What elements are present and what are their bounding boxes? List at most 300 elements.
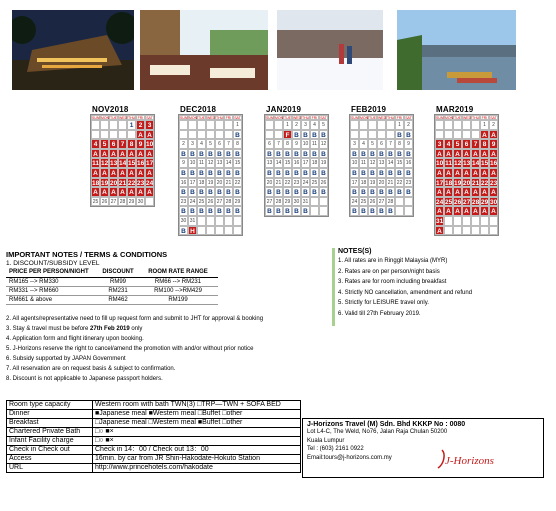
calendar-cell: B: [179, 187, 188, 197]
calendar-cell: 29: [481, 198, 489, 206]
weekday-header: MON: [275, 116, 284, 120]
calendar-cell: B: [359, 168, 368, 178]
calendar-cell: A: [136, 187, 145, 197]
calendar-cell: [462, 216, 471, 226]
calendar-cell: B: [377, 206, 386, 216]
weekday-header: SAT: [146, 116, 153, 120]
calendar-cell: 27: [463, 198, 471, 206]
calendar-cell: 18: [311, 160, 318, 167]
calendar-cell: B: [283, 149, 292, 159]
calendar-title: JAN2019: [266, 105, 302, 114]
calendar-cell: 14: [225, 160, 232, 167]
calendar-cell: B: [404, 187, 413, 197]
weekday-header: MON: [101, 116, 110, 120]
calendar-cell: 28: [225, 198, 232, 205]
calendar-cell: 30: [293, 198, 300, 205]
weekday-header: THU: [216, 116, 224, 120]
weekday-header: TUE: [369, 116, 376, 120]
info-value: □○ ■×: [93, 428, 301, 437]
calendar-cell: [444, 216, 453, 226]
calendar-cell: 9: [292, 139, 301, 149]
calendar-cell: 3: [145, 120, 154, 130]
calendar-cell: A: [118, 149, 127, 159]
right-note-item: 1. All rates are in Ringgit Malaysia (MYR): [338, 258, 448, 264]
calendar-cell: A: [127, 187, 136, 197]
calendar-cell: B: [310, 168, 319, 178]
calendar-cell: 15: [396, 160, 403, 167]
table-row: [7, 437, 301, 446]
calendar-cell: B: [224, 149, 233, 159]
calendar-cell: [224, 216, 233, 226]
info-label: Infant Facility charge: [7, 437, 93, 446]
calendar-cell: [224, 120, 233, 130]
calendar-cell: A: [462, 168, 471, 178]
info-label: Chartered Private Bath: [7, 428, 93, 437]
right-notes: [338, 248, 472, 321]
calendar-cell: 27: [266, 198, 273, 205]
price-cell: RM331 --> RM660: [6, 286, 98, 295]
calendar-cell: 8: [395, 139, 404, 149]
calendar-cell: 19: [454, 179, 462, 187]
calendar-cell: A: [462, 187, 471, 197]
calendar-cell: [453, 130, 462, 140]
calendar-cell: [188, 120, 197, 130]
agent-address-1: Lot L4-C, The Weld, No76, Jalan Raja Chulan 50200: [307, 429, 448, 435]
calendar-cell: [197, 130, 206, 140]
weekday-header: MON: [445, 116, 454, 120]
snow-skiers-photo: [277, 10, 383, 90]
calendar-cell: B: [188, 187, 197, 197]
calendar-cell: 26: [101, 198, 108, 205]
calendar-cell: B: [359, 206, 368, 216]
discount-cell: RM99: [98, 277, 138, 286]
calendar-cell: B: [359, 187, 368, 197]
calendar-cell: [215, 216, 224, 226]
calendar-cell: A: [480, 149, 489, 159]
calendar-cell: 2: [489, 120, 498, 130]
agent-name: J-Horizons Travel (M) Sdn. Bhd KKKP No : 0080: [307, 421, 466, 428]
info-label: Room type capacity: [7, 401, 93, 410]
calendar-cell: A: [109, 149, 118, 159]
calendar-cell: A: [91, 168, 100, 178]
calendar-cell: 23: [293, 179, 300, 186]
calendar-cell: 20: [378, 179, 385, 186]
weekday-header: SUN: [266, 116, 274, 120]
note-line-2: 2. All agents/representative need to fill up request form and submit to JHT for approval & booking: [6, 316, 264, 322]
calendar-cell: [310, 197, 319, 207]
calendar-cell: 7: [274, 139, 283, 149]
calendar-cell: 8: [233, 139, 242, 149]
calendar-cell: B: [224, 168, 233, 178]
calendar-cell: A: [471, 149, 480, 159]
calendar-cell: [215, 120, 224, 130]
calendar-cell: 29: [234, 198, 241, 205]
info-label: Breakfast: [7, 419, 93, 428]
calendar-cell: B: [233, 187, 242, 197]
calendar-cell: A: [100, 168, 109, 178]
calendar-cell: 23: [137, 179, 145, 187]
discount-cell: RM231: [98, 286, 138, 295]
calendar-cell: B: [188, 206, 197, 216]
calendar-cell: 18: [445, 179, 453, 187]
calendar-cell: F: [283, 130, 292, 140]
calendar-cell: A: [489, 149, 498, 159]
calendar-cell: [233, 216, 242, 226]
calendar-cell: 12: [101, 160, 109, 168]
calendar-cell: A: [136, 149, 145, 159]
weekday-header: TUE: [284, 116, 291, 120]
calendar-cell: 1: [395, 120, 404, 130]
calendar-cell: 20: [216, 179, 223, 186]
price-cell: RM165 --> RM330: [6, 277, 98, 286]
weekday-header: SAT: [490, 116, 497, 120]
calendar-cell: [100, 120, 109, 130]
table-row: [6, 295, 218, 304]
calendar-cell: 20: [110, 179, 118, 187]
calendar-cell: A: [453, 206, 462, 216]
calendar-cell: [435, 120, 444, 130]
calendar-cell: 12: [369, 160, 376, 167]
calendar-cell: [453, 216, 462, 226]
weekday-header: FRI: [396, 116, 403, 120]
calendar-cell: A: [444, 206, 453, 216]
calendar-cell: 22: [128, 179, 136, 187]
calendar-cell: B: [197, 206, 206, 216]
calendar-cell: 18: [360, 179, 367, 186]
calendar-cell: [206, 130, 215, 140]
calendar-cell: B: [274, 206, 283, 216]
calendar-cell: B: [350, 149, 359, 159]
calendar-grid: [264, 114, 329, 217]
calendar-cell: 9: [489, 139, 498, 149]
table-row: [7, 464, 301, 473]
info-label: URL: [7, 464, 93, 473]
calendar-cell: B: [215, 168, 224, 178]
calendar-cell: A: [435, 226, 444, 236]
calendar-cell: A: [453, 168, 462, 178]
calendar-cell: [118, 130, 127, 140]
calendar-cell: 28: [472, 198, 480, 206]
notes-divider: [332, 248, 335, 326]
calendar-cell: [274, 130, 283, 140]
calendar-cell: A: [453, 187, 462, 197]
calendar-cell: [91, 120, 100, 130]
calendar-cell: 11: [360, 160, 367, 167]
calendar-cell: [350, 130, 359, 140]
calendar-cell: 16: [293, 160, 300, 167]
note-line-4: 4. Application form and flight itinerary upon booking.: [6, 336, 144, 342]
calendar-cell: [310, 206, 319, 216]
calendar-cell: B: [274, 149, 283, 159]
calendar-cell: [233, 226, 242, 236]
calendar-cell: B: [283, 206, 292, 216]
calendar-cell: 2: [136, 120, 145, 130]
calendar-cell: 30: [490, 198, 498, 206]
calendar-cell: B: [224, 187, 233, 197]
calendar-cell: H: [188, 226, 197, 236]
calendar-cell: A: [136, 130, 145, 140]
calendar-cell: [206, 216, 215, 226]
calendar-cell: 23: [405, 179, 412, 186]
note-line-8: 8. Discount is not applicable to Japanese passport holders.: [6, 376, 163, 382]
calendar-cell: 20: [266, 179, 273, 186]
calendar-cell: 7: [386, 139, 395, 149]
calendar-cell: B: [292, 149, 301, 159]
calendar-cell: 25: [360, 198, 367, 205]
calendar-cell: 27: [110, 198, 117, 205]
calendar-cell: A: [489, 130, 498, 140]
calendar-cell: [471, 130, 480, 140]
calendar-cell: B: [265, 187, 274, 197]
calendar-cell: [386, 130, 395, 140]
calendar-cell: 11: [198, 160, 205, 167]
agent-email[interactable]: Email:tours@j-horizons.com.my: [307, 454, 392, 461]
note-line-5: 5. J-Horizons reserve the right to cancel/amend the promotion with and/or without prior notice: [6, 346, 254, 352]
calendar-cell: A: [145, 168, 154, 178]
calendar-cell: B: [265, 206, 274, 216]
calendar-title: MAR2019: [436, 105, 474, 114]
calendar-cell: A: [489, 187, 498, 197]
calendar-cell: 21: [119, 179, 127, 187]
calendar-cell: B: [179, 206, 188, 216]
calendar-cell: B: [386, 206, 395, 216]
calendar-cell: A: [471, 187, 480, 197]
calendar-cell: A: [444, 149, 453, 159]
info-label: Access: [7, 455, 93, 464]
weekday-header: FRI: [481, 116, 488, 120]
calendar-cell: [109, 130, 118, 140]
calendar-cell: [368, 130, 377, 140]
calendar-cell: [462, 120, 471, 130]
calendar-cell: [215, 130, 224, 140]
calendar-cell: [377, 130, 386, 140]
weekday-header: THU: [128, 116, 136, 120]
calendar-cell: B: [350, 168, 359, 178]
calendar-cell: B: [395, 149, 404, 159]
calendar-cell: A: [435, 168, 444, 178]
calendar-cell: [377, 120, 386, 130]
weekday-header: SUN: [180, 116, 188, 120]
weekday-header: SAT: [234, 116, 241, 120]
price-header: PRICE PER PERSON/NIGHT: [6, 268, 98, 277]
calendar-cell: B: [395, 168, 404, 178]
calendar-cell: A: [444, 168, 453, 178]
table-row: [7, 410, 301, 419]
calendar-cell: 17: [189, 179, 196, 186]
calendar-cell: [224, 226, 233, 236]
calendar-cell: B: [377, 187, 386, 197]
calendar-cell: B: [215, 206, 224, 216]
discount-header: DISCOUNT: [98, 268, 138, 277]
calendar-cell: [359, 120, 368, 130]
calendar-cell: [197, 216, 206, 226]
calendar-grid: [90, 114, 155, 207]
calendar-cell: 1: [127, 120, 136, 130]
calendar-cell: B: [188, 168, 197, 178]
calendar-cell: 28: [119, 198, 126, 205]
calendar-cell: 7: [118, 139, 127, 149]
note-text: only: [131, 326, 143, 332]
calendar-cell: B: [386, 149, 395, 159]
calendar-cell: B: [274, 187, 283, 197]
calendar-cell: B: [301, 187, 310, 197]
calendar-cell: 17: [436, 179, 444, 187]
calendar-cell: 22: [234, 179, 241, 186]
calendar-cell: 9: [179, 158, 188, 168]
calendar-cell: 8: [283, 139, 292, 149]
calendar-cell: [274, 120, 283, 130]
calendar-cell: 3: [435, 139, 444, 149]
calendar-cell: 25: [198, 198, 205, 205]
calendar-cell: [462, 226, 471, 236]
calendar-cell: B: [350, 187, 359, 197]
calendar-cell: 12: [207, 160, 214, 167]
calendar-cell: A: [489, 206, 498, 216]
weekday-header: WED: [119, 116, 128, 120]
calendar-cell: [444, 120, 453, 130]
calendar-grid: [434, 114, 499, 236]
calendar-cell: B: [224, 206, 233, 216]
calendar-cell: 21: [472, 179, 480, 187]
calendar-cell: 23: [490, 179, 498, 187]
calendar-cell: 16: [180, 179, 187, 186]
calendar-cell: 5: [100, 139, 109, 149]
calendar-cell: [100, 130, 109, 140]
calendar-cell: B: [265, 149, 274, 159]
calendar-cell: B: [233, 130, 242, 140]
calendar-cell: 3: [301, 120, 310, 130]
calendar-cell: B: [274, 168, 283, 178]
weekday-header: TUE: [454, 116, 461, 120]
weekday-header: MON: [360, 116, 369, 120]
calendar-cell: B: [206, 206, 215, 216]
calendar-cell: 24: [436, 198, 444, 206]
calendar-cell: A: [480, 206, 489, 216]
calendar-cell: B: [404, 168, 413, 178]
calendar-cell: B: [292, 206, 301, 216]
calendar-cell: 15: [128, 160, 136, 168]
calendar-cell: [368, 120, 377, 130]
calendar-cell: 14: [387, 160, 394, 167]
calendar-cell: 4: [359, 139, 368, 149]
calendar-cell: 23: [180, 198, 187, 205]
info-value: Western room with bath TWN(3) □TRP—TWN + SOFA BED: [93, 401, 301, 410]
calendar-cell: [350, 120, 359, 130]
discount-cell: RM462: [98, 295, 138, 304]
weekday-header: THU: [387, 116, 395, 120]
calendar-cell: 22: [284, 179, 291, 186]
calendar-cell: A: [435, 206, 444, 216]
note-line-6: 6. Subsidy supported by JAPAN Government: [6, 356, 126, 362]
calendar-cell: 21: [387, 179, 394, 186]
url-link[interactable]: http://www.princehotels.com/hakodate: [93, 464, 301, 473]
weekday-header: THU: [302, 116, 310, 120]
calendar-cell: B: [233, 206, 242, 216]
calendar-cell: 6: [109, 139, 118, 149]
calendar-cell: B: [292, 130, 301, 140]
calendar-cell: [224, 130, 233, 140]
calendar-cell: 9: [136, 139, 145, 149]
calendar-cell: 20: [463, 179, 471, 187]
calendar-cell: 31: [436, 217, 444, 225]
calendar-cell: 17: [146, 160, 154, 168]
table-row: [7, 446, 301, 455]
calendar-cell: [179, 130, 188, 140]
calendar-cell: 14: [119, 160, 127, 168]
calendar-cell: 16: [137, 160, 145, 168]
calendar-cell: 26: [320, 179, 327, 186]
calendar-cell: A: [471, 168, 480, 178]
calendar-cell: [489, 226, 498, 236]
calendar-cell: B: [206, 149, 215, 159]
calendar-cell: 1: [480, 120, 489, 130]
calendar-cell: 24: [189, 198, 196, 205]
calendar-cell: B: [197, 149, 206, 159]
calendar-cell: A: [100, 149, 109, 159]
calendar-cell: B: [179, 226, 188, 236]
calendar-grid: [349, 114, 414, 217]
calendar-cell: B: [301, 206, 310, 216]
calendar-cell: 4: [91, 139, 100, 149]
calendar-cell: B: [368, 206, 377, 216]
calendar-cell: A: [136, 168, 145, 178]
calendar-cell: 19: [320, 160, 327, 167]
calendar-cell: 24: [146, 179, 154, 187]
calendar-cell: B: [206, 168, 215, 178]
calendar-cell: B: [197, 168, 206, 178]
calendar-cell: A: [118, 187, 127, 197]
calendar-cell: 21: [275, 179, 282, 186]
calendar-cell: B: [404, 149, 413, 159]
info-value: ■Japanese meal ■Western meal □Buffet □other: [93, 410, 301, 419]
calendar-cell: B: [377, 149, 386, 159]
calendar-cell: 11: [445, 160, 452, 168]
calendar-cell: [91, 130, 100, 140]
info-value: □○ ■×: [93, 437, 301, 446]
calendar-cell: [319, 197, 328, 207]
weekday-header: FRI: [311, 116, 318, 120]
calendar-cell: B: [283, 168, 292, 178]
calendar-cell: [265, 130, 274, 140]
calendar-cell: 21: [225, 179, 232, 186]
calendar-cell: 10: [189, 160, 196, 167]
calendar-cell: 4: [310, 120, 319, 130]
table-row: [6, 286, 218, 295]
calendar-cell: B: [310, 130, 319, 140]
calendar-cell: 2: [179, 139, 188, 149]
info-label: Check in Check out: [7, 446, 93, 455]
calendar-cell: 9: [404, 139, 413, 149]
calendar-cell: A: [480, 130, 489, 140]
calendar-cell: 3: [350, 139, 359, 149]
calendar-cell: A: [91, 187, 100, 197]
right-note-item: 3. Rates are for room including breakfast: [338, 279, 447, 285]
calendar-cell: B: [188, 149, 197, 159]
calendar-cell: 28: [275, 198, 282, 205]
weekday-header: WED: [207, 116, 216, 120]
weekday-header: THU: [472, 116, 480, 120]
calendar-cell: 27: [216, 198, 223, 205]
weekday-header: TUE: [198, 116, 205, 120]
info-value: 16min. by car from JR Shin-Hakodate-Hokuto Station: [93, 455, 301, 464]
price-table: [6, 268, 218, 305]
calendar-cell: 19: [101, 179, 109, 187]
calendar-cell: 19: [207, 179, 214, 186]
calendar-cell: B: [404, 130, 413, 140]
calendar-cell: A: [462, 206, 471, 216]
right-note-item: 4. Strictly NO cancellation, amendment and refund: [338, 289, 473, 296]
calendar-cell: B: [368, 187, 377, 197]
